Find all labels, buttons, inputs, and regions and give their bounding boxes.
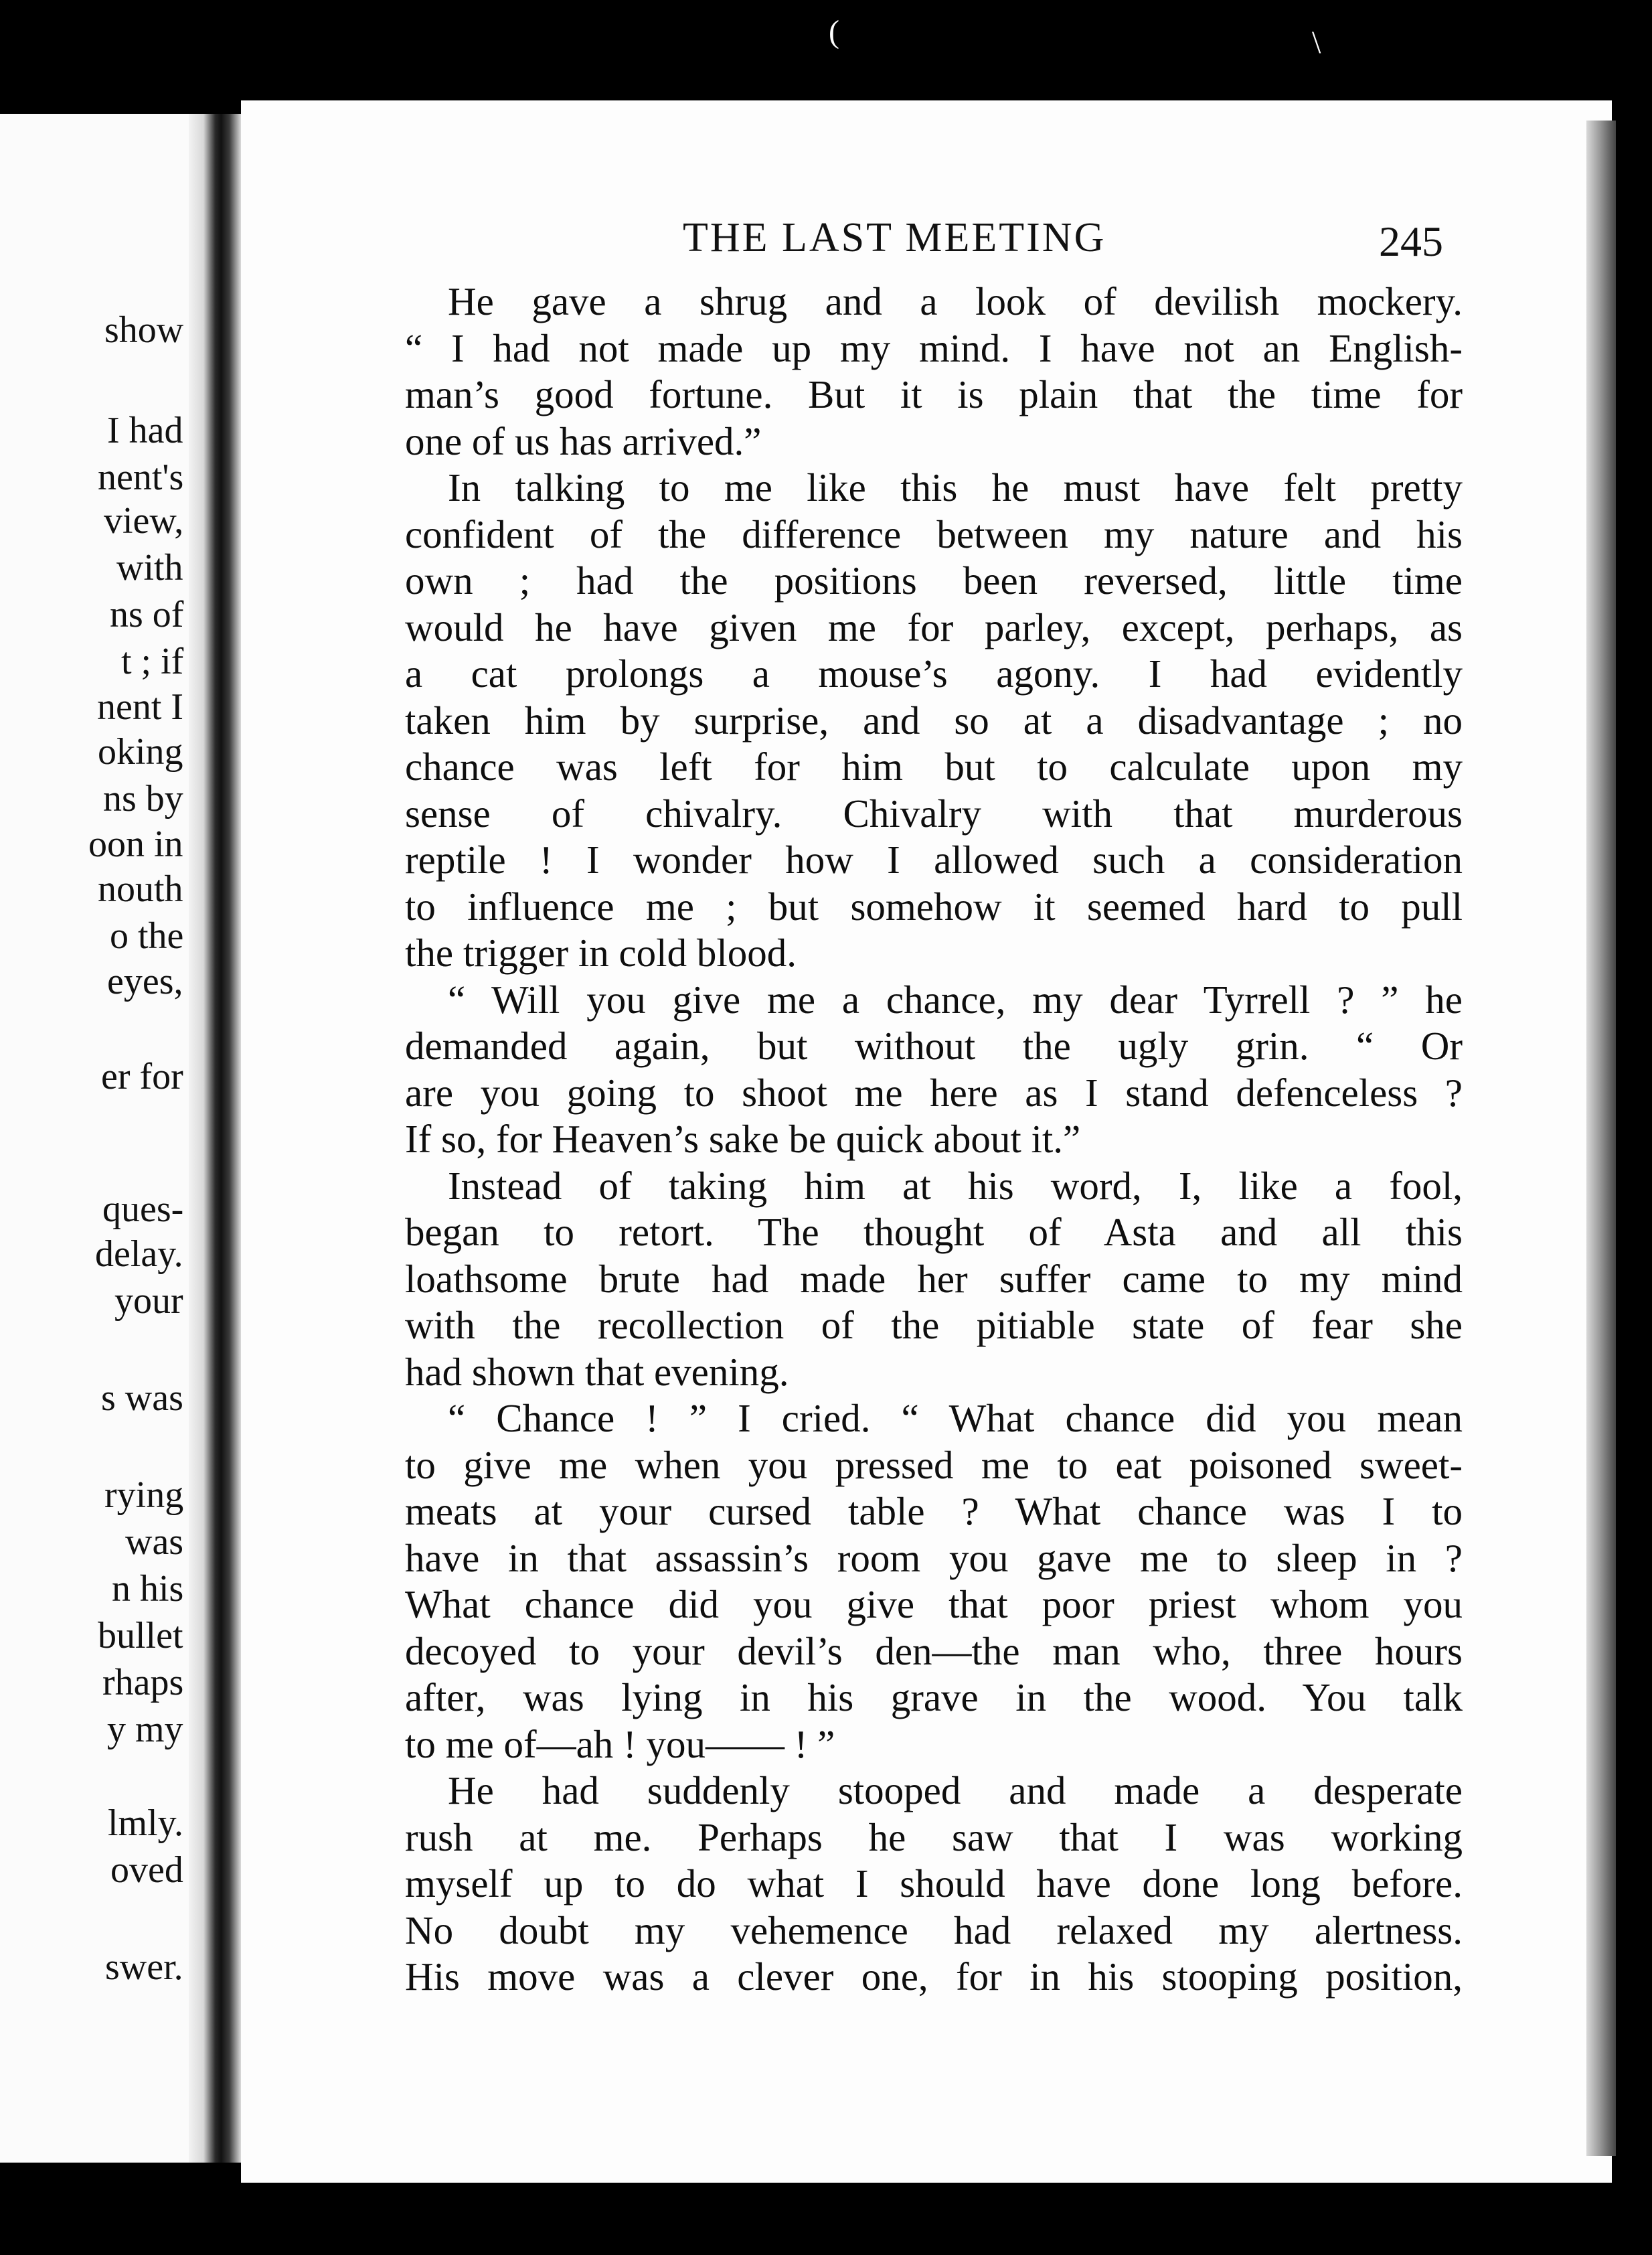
text-line: loathsome brute had made her suffer came to my mind: [405, 1256, 1463, 1301]
text-line: myself up to do what I should have done long before.: [405, 1861, 1463, 1906]
left-page-line: your: [114, 1280, 183, 1322]
left-page-line: bullet: [98, 1615, 183, 1656]
left-page-line: swer.: [105, 1946, 183, 1988]
left-page-line: view,: [104, 500, 184, 542]
page-title: THE LAST MEETING: [683, 215, 1106, 260]
text-line: demanded again, but without the ugly grin. “ Or: [405, 1024, 1463, 1068]
left-page-line: ns by: [103, 778, 183, 820]
text-line: own ; had the positions been reversed, little time: [405, 558, 1463, 603]
left-page-line: nent's: [98, 457, 184, 498]
text-line: Instead of taking him at his word, I, like a fool,: [448, 1163, 1463, 1208]
text-line: one of us has arrived.”: [405, 418, 762, 463]
text-line: His move was a clever one, for in his stooping position,: [405, 1954, 1463, 1999]
text-line: rush at me. Perhaps he saw that I was working: [405, 1814, 1463, 1859]
left-page-line: oon in: [88, 824, 183, 865]
scan-mark-top-right: \: [1312, 25, 1321, 60]
text-line: to influence me ; but somehow it seemed hard to pull: [405, 884, 1463, 929]
running-head: [241, 214, 1612, 275]
left-page-line: rying: [104, 1474, 184, 1516]
left-page-line: s was: [101, 1377, 183, 1419]
right-page: [241, 100, 1612, 2183]
text-line: a cat prolongs a mouse’s agony. I had evidently: [405, 651, 1463, 696]
left-page-line: with: [116, 547, 183, 589]
left-page-line: oking: [98, 731, 183, 773]
left-page-line: ques-: [102, 1188, 184, 1230]
text-line: to me of—ah ! you—— ! ”: [405, 1721, 835, 1766]
text-line: No doubt my vehemence had relaxed my alertness.: [405, 1908, 1463, 1952]
left-page-line: delay.: [95, 1233, 183, 1275]
text-line: the trigger in cold blood.: [405, 931, 797, 975]
text-line: He gave a shrug and a look of devilish mockery.: [448, 279, 1463, 323]
text-line: man’s good fortune. But it is plain that the time for: [405, 372, 1463, 416]
text-line: decoyed to your devil’s den—the man who, three hours: [405, 1628, 1463, 1673]
left-page-line: nent I: [97, 686, 184, 728]
text-line: taken him by surprise, and so at a disadvantage ; no: [405, 698, 1463, 743]
text-line: had shown that evening.: [405, 1349, 789, 1394]
text-line: are you going to shoot me here as I stand defenceless ?: [405, 1070, 1463, 1115]
text-line: “ I had not made up my mind. I have not an English-: [405, 325, 1463, 370]
scan-mark-top-left: (: [829, 14, 839, 50]
text-line: reptile ! I wonder how I allowed such a consideration: [405, 838, 1463, 882]
text-line: “ Chance ! ” I cried. “ What chance did you mean: [448, 1396, 1463, 1440]
text-line: after, was lying in his grave in the wood. You talk: [405, 1675, 1463, 1719]
text-line: If so, for Heaven’s sake be quick about it.”: [405, 1117, 1081, 1161]
left-page-line: oved: [110, 1849, 183, 1891]
left-page-line: ns of: [110, 594, 184, 635]
text-line: He had suddenly stooped and made a desperate: [448, 1768, 1463, 1812]
left-page-line: n his: [112, 1568, 184, 1610]
text-line: with the recollection of the pitiable state of fear she: [405, 1303, 1463, 1347]
text-line: confident of the difference between my nature and his: [405, 512, 1463, 556]
text-line: “ Will you give me a chance, my dear Tyrrell ? ” he: [448, 977, 1463, 1022]
left-page-line: I had: [107, 410, 183, 451]
left-page-line: nouth: [98, 868, 183, 910]
left-page-line: t ; if: [121, 641, 184, 682]
text-line: would he have given me for parley, except, perhaps, as: [405, 605, 1463, 649]
left-page-line: was: [125, 1521, 184, 1563]
text-line: to give me when you pressed me to eat poisoned sweet-: [405, 1442, 1463, 1487]
left-page-line: er for: [101, 1056, 183, 1097]
text-line: What chance did you give that poor priest whom you: [405, 1582, 1463, 1626]
page-edge-shadow: [1586, 121, 1616, 2156]
text-line: began to retort. The thought of Asta and all this: [405, 1210, 1463, 1254]
left-page-fragment: [0, 114, 189, 2163]
left-page-line: rhaps: [102, 1662, 184, 1703]
text-line: meats at your cursed table ? What chance was I to: [405, 1489, 1463, 1533]
left-page-line: y my: [107, 1709, 183, 1750]
text-line: sense of chivalry. Chivalry with that murderous: [405, 791, 1463, 836]
left-page-line: o the: [110, 915, 184, 957]
left-page-line: show: [104, 309, 184, 351]
left-page-line: lmly.: [108, 1802, 184, 1844]
left-page-line: eyes,: [107, 961, 183, 1002]
page-number: 245: [1379, 218, 1443, 265]
text-line: chance was left for him but to calculate upon my: [405, 745, 1463, 789]
text-line: In talking to me like this he must have felt pretty: [448, 465, 1463, 510]
text-line: have in that assassin’s room you gave me to sleep in ?: [405, 1535, 1463, 1580]
